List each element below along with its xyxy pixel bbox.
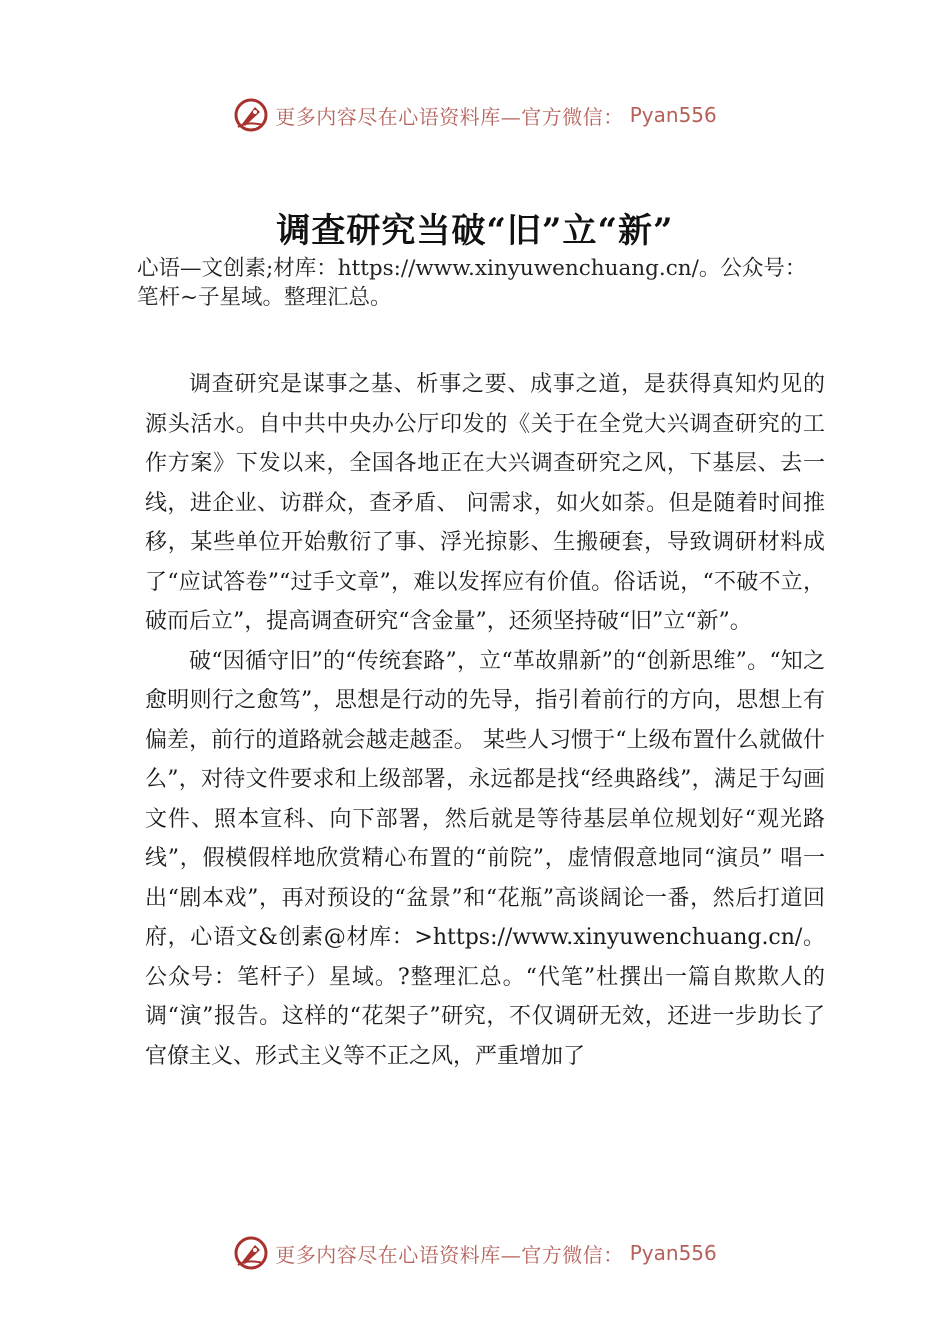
source-line: 心语—文创素;材库：https://www.xinyuwenchuang.cn/。公众号：笔杆~子星域。整理汇总。 (137, 256, 807, 310)
banner-text: 更多内容尽在心语资料库—官方微信： (275, 104, 624, 129)
banner-wechat-id: Pyan556 (629, 1241, 717, 1265)
footer-banner (0, 1233, 950, 1273)
banner-wechat-id: Pyan556 (629, 103, 717, 127)
pen-nib-logo-icon (233, 1235, 269, 1271)
article-title: 调查研究当破“旧”立“新” (276, 211, 674, 251)
paragraph: 调查研究是谋事之基、析事之要、成事之道，是获得真知灼见的源头活水。自中共中央办公厅印发的《关于在全党大兴调查研究的工作方案》下发以来，全国各地正在大兴调查研究之风，下基层、去一线，进企业、访群众，查矛盾、 问需求，如火如荼。但是随着时间推移，某些单位开始敷衍了事、浮光掠影、生搬硬套，导致调研材料成了“应试答卷”“过手文章”，难以发挥应有价值。俗话说，“不破不立，破而后立”，提高调查研究“含金量”，还须坚持破“旧”立“新”。 (145, 372, 825, 634)
article-body (145, 365, 825, 1076)
banner-text: 更多内容尽在心语资料库—官方微信： (275, 1242, 624, 1267)
paragraph: 破“因循守旧”的“传统套路”，立“革故鼎新”的“创新思维”。“知之愈明则行之愈笃”，思想是行动的先导，指引着前行的方向，思想上有偏差，前行的道路就会越走越歪。 某些人习惯于“上级布置什么就做什么”，对待文件要求和上级部署，永远都是找“经典路线”，满足于勾画文件、照本宣科、向下部署，然后就是等待基层单位规划好“观光路线”，假模假样地欣赏精心布置的“前院”，虚情假意地同“演员” 唱一出“剧本戏”，再对预设的“盆景”和“花瓶”高谈阔论一番，然后打道回府，心语文&创素@材库：>https://www.xinyuwenchuang.cn/。公众号：笔杆子）星域。?整理汇总。“代笔”杜撰出一篇自欺欺人的调“演”报告。这样的“花架子”研究，不仅调研无效，还进一步助长了官僚主义、形式主义等不正之风，严重增加了 (145, 648, 825, 1069)
header-banner (0, 95, 950, 135)
pen-nib-logo-icon (233, 97, 269, 133)
